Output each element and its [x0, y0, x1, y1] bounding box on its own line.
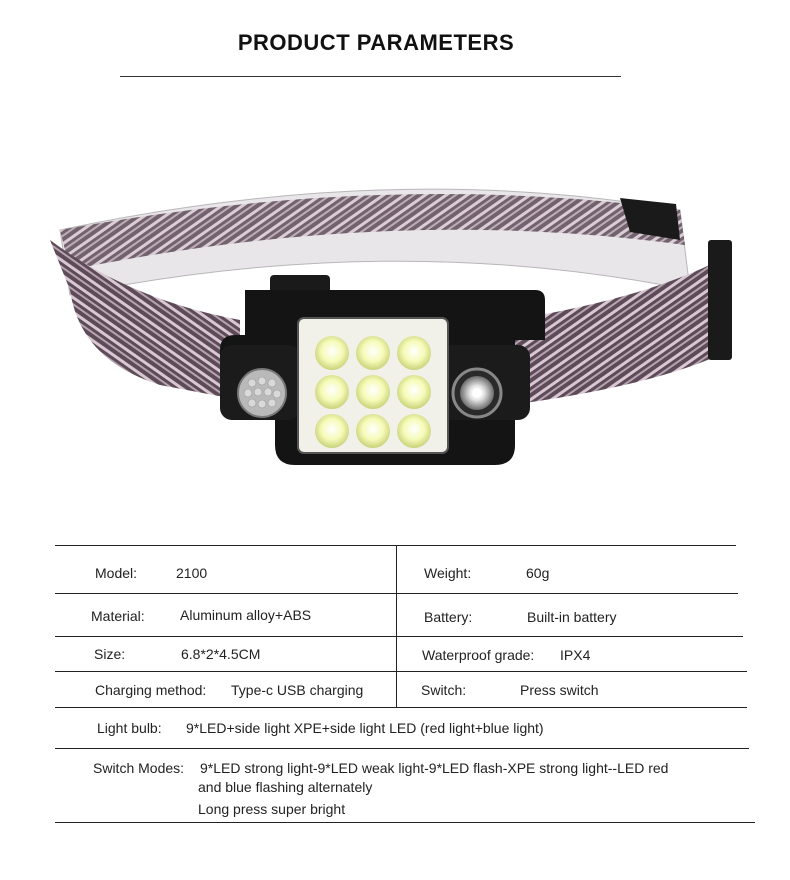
table-rule	[55, 593, 738, 594]
size-label: Size:	[94, 646, 126, 662]
switch-modes-line: Long press super bright	[198, 801, 346, 817]
charging-value: Type-c USB charging	[231, 682, 364, 698]
material-label: Material:	[91, 608, 145, 624]
model-label: Model:	[95, 565, 138, 581]
table-rule	[55, 545, 736, 546]
model-value: 2100	[176, 565, 208, 581]
switch-value: Press switch	[520, 682, 599, 698]
table-rule	[55, 671, 747, 672]
table-rule	[55, 636, 743, 637]
battery-label: Battery:	[424, 609, 473, 625]
waterproof-value: IPX4	[560, 647, 591, 663]
size-value: 6.8*2*4.5CM	[181, 646, 261, 662]
light-bulb-value: 9*LED+side light XPE+side light LED (red light+blue light)	[186, 720, 544, 736]
weight-value: 60g	[526, 565, 550, 581]
weight-label: Weight:	[424, 565, 472, 581]
charging-label: Charging method:	[95, 682, 207, 698]
page-title: PRODUCT PARAMETERS	[237, 30, 515, 55]
title-divider	[120, 76, 621, 77]
table-column-divider	[396, 545, 397, 707]
switch-modes-line: 9*LED strong light-9*LED weak light-9*LED flash-XPE strong light--LED red	[200, 760, 669, 776]
switch-label: Switch:	[421, 682, 467, 698]
table-rule	[55, 822, 755, 823]
light-bulb-label: Light bulb:	[97, 720, 162, 736]
table-rule	[55, 707, 747, 708]
table-rule	[55, 748, 749, 749]
waterproof-label: Waterproof grade:	[422, 647, 535, 663]
headlamp-image	[40, 170, 750, 520]
switch-modes-line: and blue flashing alternately	[198, 779, 373, 795]
switch-modes-label: Switch Modes:	[93, 760, 185, 776]
material-value: Aluminum alloy+ABS	[180, 607, 312, 623]
battery-value: Built-in battery	[527, 609, 617, 625]
